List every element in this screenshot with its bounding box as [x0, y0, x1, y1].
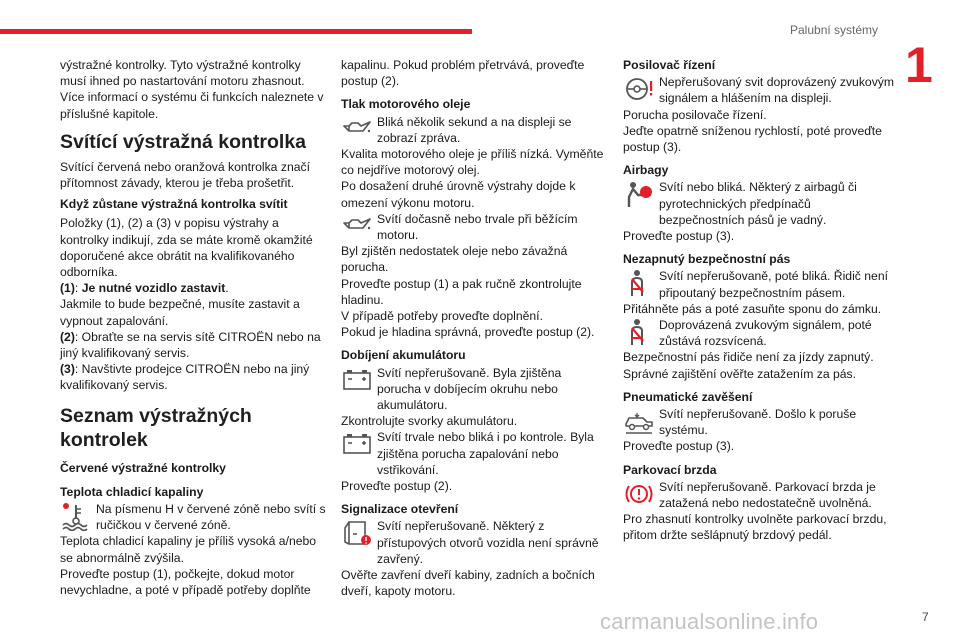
seat-belt-icon: [623, 317, 657, 349]
steering-paragraph-2: Jeďte opatrně sníženou rychlostí, poté proveďte postup (3).: [623, 123, 882, 155]
heading-airbags: Airbagy: [623, 163, 669, 178]
oil-2-paragraph-2: Proveďte postup (1) a pak ručně zkontrolujte hladinu.: [341, 276, 582, 307]
intro-paragraph: výstražné kontrolky. Tyto výstražné kontrolky musí ihned po nastartování motoru zhasnout. Více informací o systému či funkcích naleznete v příslušné kapitole.: [60, 58, 324, 121]
oil-2-paragraph: Byl zjištěn nedostatek oleje nebo závažná porucha.: [341, 244, 568, 275]
door-row: [341, 518, 605, 567]
column-2: [341, 57, 605, 600]
item-2: (2): Obraťte se na servis sítě CITROËN nebo na jiný kvalifikovaný servis.: [60, 329, 321, 361]
heading-air-suspension: Pneumatické zavěšení: [623, 389, 753, 404]
belt-row-1: [623, 268, 895, 300]
item-1-rest: Jakmile to bude bezpečné, musíte zastavit a vypnout zapalování.: [60, 297, 300, 328]
coolant-temperature-icon: [60, 501, 94, 533]
belt-2-paragraph: Bezpečnostní pás řidiče není za jízdy zapnutý. Správné zajištění ověřte zatažením za pás.: [623, 350, 874, 381]
oil-2-paragraph-3: V případě potřeby proveďte doplnění.: [341, 309, 543, 324]
airbag-row: [623, 179, 895, 228]
items-paragraph: Položky (1), (2) a (3) v popisu výstrahy a kontrolky indikují, zda se máte kromě okamžité doporučené akce obrátit na kvalifikovaného odborníka.: [60, 216, 313, 280]
oil-1-paragraph: Kvalita motorového oleje je příliš nízká. Vyměňte co nejdříve motorový olej.: [341, 147, 604, 178]
oil-2-paragraph-4: Pokud je hladina správná, proveďte postup (2).: [341, 325, 595, 340]
heading-power-steering: Posilovač řízení: [623, 58, 716, 72]
heading-red-warnings: Červené výstražné kontrolky: [60, 460, 226, 475]
belt-1-icon-text: Svítí nepřerušovaně, poté bliká. Řidič není připoutaný bezpečnostním pásem.: [659, 269, 888, 300]
page-number: 7: [922, 610, 929, 624]
brake-row: [623, 479, 895, 511]
belt-1-paragraph: Přitáhněte pás a poté zasuňte sponu do zámku.: [623, 301, 882, 316]
door-open-icon: [341, 518, 375, 550]
heading-stays-lit: Když zůstane výstražná kontrolka svítit: [60, 197, 288, 212]
brake-icon-text: Svítí nepřerušovaně. Parkovací brzda je zatažená nebo nedostatečně uvolněná.: [659, 479, 876, 511]
oil-row-1: [341, 114, 605, 146]
heading-coolant: Teplota chladicí kapaliny: [60, 484, 204, 499]
top-accent-bar: [0, 29, 472, 34]
oil-1-paragraph-2: Po dosažení druhé úrovně výstrahy dojde k omezení výkonu motoru.: [341, 179, 576, 210]
airbag-icon: [623, 179, 657, 211]
door-icon-text: Svítí nepřerušovaně. Některý z přístupových otvorů vozidla není správně zavřený.: [377, 519, 599, 566]
steering-paragraph: Porucha posilovače řízení.: [623, 107, 767, 122]
belt-row-2: [623, 317, 895, 349]
battery-icon: [341, 429, 375, 461]
coolant-paragraph: Teplota chladicí kapaliny je příliš vysoká a/nebo se abnormálně zvýšila.: [60, 534, 317, 565]
item-3: (3): Navštivte prodejce CITROËN nebo na jiný kvalifikovaný servis.: [60, 362, 310, 393]
oil-2-icon-text: Svítí dočasně nebo trvale při běžícím motoru.: [377, 211, 578, 243]
battery-row-1: [341, 365, 605, 414]
chapter-number: 1: [905, 37, 933, 93]
section-title: Palubní systémy: [790, 23, 879, 37]
airbag-paragraph: Proveďte postup (3).: [623, 229, 735, 244]
seat-belt-icon: [623, 268, 657, 300]
lit-paragraph: Svítící červená nebo oranžová kontrolka značí přítomnost závady, kterou je třeba prošetřit.: [60, 159, 310, 191]
parking-brake-icon: [623, 479, 657, 511]
coolant-icon-text: Na písmenu H v červené zóně nebo svítí s ručičkou v červené zóně.: [96, 502, 326, 533]
continued-paragraph: kapalinu. Pokud problém přetrvává, proveďte postup (2).: [341, 58, 585, 89]
battery-icon: [341, 365, 375, 397]
steering-wheel-icon: [623, 74, 657, 106]
brake-paragraph: Pro zhasnutí kontrolky uvolněte parkovací brzdu, přitom držte sešlápnutý brzdový pedál.: [623, 512, 887, 543]
heading-seat-belt: Nezapnutý bezpečnostní pás: [623, 252, 791, 267]
heading-parking-brake: Parkovací brzda: [623, 462, 717, 477]
oil-row-2: [341, 211, 605, 243]
coolant-paragraph-2: Proveďte postup (1), počkejte, dokud motor nevychladne, a poté v případě potřeby doplňte: [60, 566, 311, 598]
air-suspension-icon: [623, 406, 657, 438]
steering-icon-text: Nepřerušovaný svit doprovázený zvukovým signálem a hlášením na displeji.: [659, 75, 895, 106]
battery-row-2: [341, 429, 605, 478]
battery-1-paragraph: Zkontrolujte svorky akumulátoru.: [341, 414, 518, 429]
suspension-icon-text: Svítí nepřerušovaně. Došlo k poruše systému.: [659, 407, 857, 438]
steering-row: [623, 74, 895, 106]
door-paragraph: Ověřte zavření dveří kabiny, zadních a bočních dveří, kapoty motoru.: [341, 568, 595, 599]
item-1: (1): Je nutné vozidlo zastavit.: [60, 281, 229, 296]
battery-2-paragraph: Proveďte postup (2).: [341, 479, 453, 494]
heading-lit-warning: Svítící výstražná kontrolka: [60, 130, 307, 153]
watermark: carmanualsonline.info: [600, 609, 819, 634]
heading-oil-pressure: Tlak motorového oleje: [341, 97, 471, 112]
airbag-icon-text: Svítí nebo bliká. Některý z airbagů či pyrotechnických předpínačů bezpečnostních pásů je vadný.: [659, 180, 857, 227]
heading-warning-list: Seznam výstražných kontrolek: [60, 404, 252, 451]
suspension-row: [623, 406, 895, 438]
oil-can-icon: [341, 211, 375, 243]
column-1: [60, 57, 328, 598]
heading-door-open: Signalizace otevření: [341, 502, 459, 517]
coolant-row: [60, 501, 328, 533]
battery-1-icon-text: Svítí nepřerušovaně. Byla zjištěna porucha v dobíjecím okruhu nebo akumulátoru.: [377, 365, 562, 413]
belt-2-icon-text: Doprovázená zvukovým signálem, poté zůstává rozsvícená.: [659, 318, 872, 349]
column-3: [623, 57, 895, 544]
oil-can-icon: [341, 114, 375, 146]
battery-2-icon-text: Svítí trvale nebo bliká i po kontrole. Byla zjištěna porucha zapalování nebo vstřikování.: [377, 430, 594, 477]
heading-battery: Dobíjení akumulátoru: [341, 348, 466, 363]
suspension-paragraph: Proveďte postup (3).: [623, 439, 735, 454]
oil-1-icon-text: Bliká několik sekund a na displeji se zobrazí zpráva.: [377, 114, 572, 145]
